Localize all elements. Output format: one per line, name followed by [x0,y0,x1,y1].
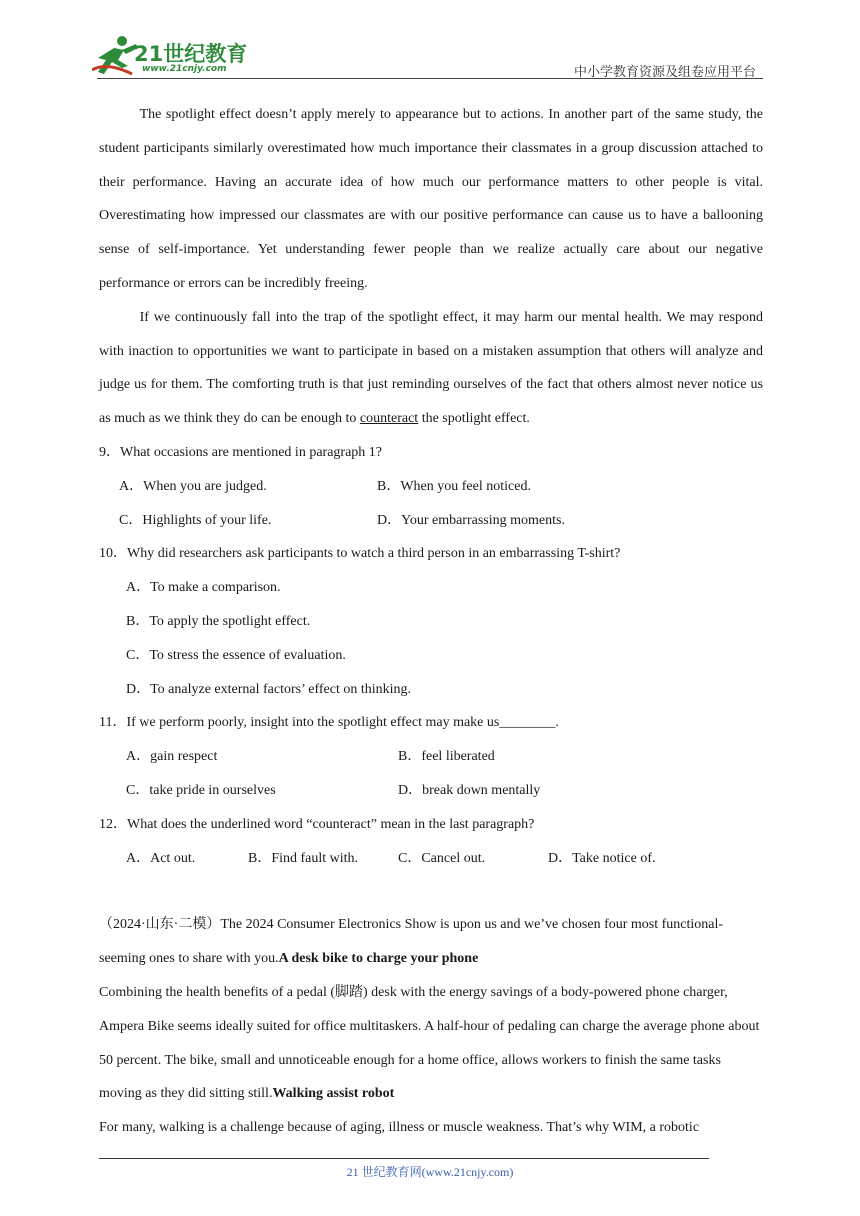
footer-divider [99,1158,709,1159]
question-12-options-row [99,842,763,876]
question-12-option-b[interactable]: B．Find fault with. [248,850,359,866]
desk-bike-text: Combining the health benefits of a pedal (脚踏) desk with the energy savings of a body-powered phone charger, Ampera Bike seems ideally suited for office multitaskers. A half-hour of pedaling can charge the average phone about 50 percent. The bike, small and unnoticeable enough for a home office, allows workers to finish the same tasks moving as they did sitting still. [99,984,760,1102]
question-10-option-b[interactable]: B．To apply the spotlight effect. [126,613,311,629]
question-9-option-d[interactable]: D．Your embarrassing moments. [377,512,565,528]
section-heading-walking-robot: Walking assist robot [272,1086,395,1102]
question-11-option-d[interactable]: D．break down mentally [398,782,541,798]
platform-title: 中小学教育资源及组卷应用平台 [573,65,756,80]
question-11-option-a[interactable]: A．gain respect [126,749,218,765]
question-11-option-c[interactable]: C．take pride in ourselves [126,782,276,798]
question-11-options-row-2 [99,774,763,808]
question-10-stem: 10．Why did researchers ask participants to watch a third person in an embarrassing T-shirt? [99,546,621,562]
section-heading-desk-bike: A desk bike to charge your phone [278,951,479,967]
section-gap [99,875,763,908]
question-11-stem: 11．If we perform poorly, insight into the spotlight effect may make us________. [99,715,559,731]
question-9-stem: 9．What occasions are mentioned in paragraph 1? [99,444,383,460]
logo-url-text: www.21cnjy.com [142,64,227,74]
question-12-option-a[interactable]: A．Act out. [126,850,196,866]
question-9-options-row-1 [99,470,763,504]
question-12-stem: 12．What does the underlined word “counteract” mean in the last paragraph? [99,816,535,832]
question-10-option-a[interactable]: A．To make a comparison. [126,580,281,596]
underlined-word: counteract [359,411,419,427]
question-9-option-a[interactable]: A．When you are judged. [119,478,267,494]
question-9-option-c[interactable]: C．Highlights of your life. [119,512,272,528]
site-logo[interactable] [92,34,262,78]
second-passage-intro [99,908,763,976]
logo-brand-text: 21世纪教育 [134,42,248,66]
passage-paragraph-1: The spotlight effect doesn’t apply merely to appearance but to actions. In another part of the same study, the student participants similarly overestimated how much importance their classmates in a group discussion attached to their performance. Having an accurate idea of how much our performance matters to other people is vital. Overestimating how impressed our classmates are with our positive performance can cause us to have a ballooning sense of self-importance. Yet understanding fewer people than we realize actually care about our negative performance or errors can be incredibly freeing. [99,107,763,291]
question-10-option-c[interactable]: C．To stress the essence of evaluation. [126,647,346,663]
runner-logo-icon [92,34,140,78]
question-9-options-row-2 [99,504,763,538]
p2-text-after: the spotlight effect. [418,411,530,427]
question-11-option-b[interactable]: B．feel liberated [398,749,495,765]
page-header [0,0,860,80]
question-12-option-d[interactable]: D．Take notice of. [548,850,656,866]
p2-text-before: If we continuously fall into the trap of the spotlight effect, it may harm our mental health. We may respond with inaction to opportunities we want to participate in based on a mistaken assumption that others will analyze and judge us for them. The comforting truth is that just reminding ourselves of the fact that others almost never notice us as much as we think they do can be enough to [99,309,763,427]
header-divider [97,78,763,79]
question-10-option-d[interactable]: D．To analyze external factors’ effect on thinking. [126,681,411,697]
question-12-option-c[interactable]: C．Cancel out. [398,850,486,866]
second-passage-body-2: For many, walking is a challenge because of aging, illness or muscle weakness. That’s why WIM, a robotic [99,1120,700,1136]
page-content [99,98,763,1145]
question-11-options-row-1 [99,740,763,774]
passage-paragraph-2 [99,301,763,436]
intro-text: （2024·山东·二模）The 2024 Consumer Electronics Show is upon us and we’ve chosen four most functional-seeming ones to share with you. [99,917,724,967]
second-passage-body-1 [99,976,763,1111]
page-footer[interactable]: 21 世纪教育网(www.21cnjy.com) [346,1165,514,1179]
question-9-option-b[interactable]: B．When you feel noticed. [377,478,531,494]
